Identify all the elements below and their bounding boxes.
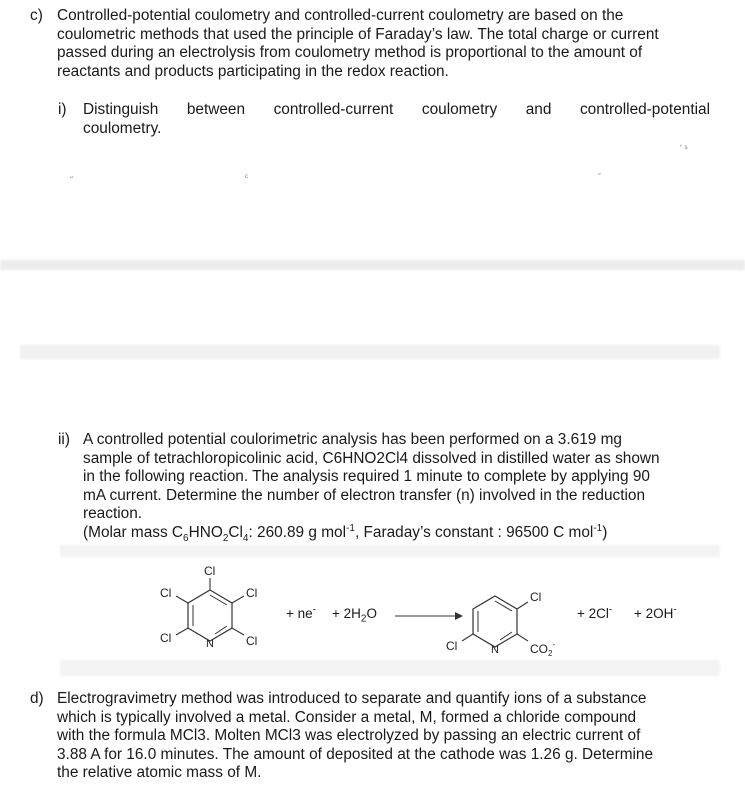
exponent: -1 (346, 522, 355, 534)
close-paren: ) (602, 523, 608, 541)
electron-term (286, 606, 316, 621)
atom-label: Cl (160, 586, 172, 600)
pyridine-ring (188, 590, 232, 641)
scan-speck: ᵕ (70, 172, 74, 182)
scan-speck: ‘ ˢ (680, 143, 688, 153)
atom-label: Cl (204, 564, 216, 578)
scan-speck: ˇ (598, 172, 601, 182)
atom-label: Cl (160, 631, 172, 645)
bond (232, 596, 244, 603)
question-c-i-label: i) (58, 101, 67, 118)
atom-label: N (491, 644, 499, 656)
scan-speck: ᶜ (245, 172, 249, 182)
water-oxygen: O (366, 606, 377, 621)
molar-mass-value: : 260.89 g mol (248, 523, 347, 541)
formula-part: Cl (228, 523, 243, 541)
atom-label: N (206, 638, 214, 650)
double-bond (495, 601, 512, 611)
bond (176, 628, 188, 635)
question-d-line: which is typically involved a metal. Consider a metal, M, formed a chloride compound (57, 708, 637, 726)
question-c-ii-line: reaction. (83, 505, 143, 523)
question-c-i-body (83, 101, 710, 138)
word: and (525, 101, 552, 118)
double-bond (210, 595, 227, 605)
question-c-ii-line: A controlled potential coulorimetric analysis has been performed on a 3.619 mg (83, 431, 622, 448)
question-c-line: Controlled-potential coulometry and controlled-current coulometry are based on the (57, 7, 624, 24)
water-sub: 2 (360, 613, 367, 625)
question-c-body (57, 7, 720, 81)
question-d-line: Electrogravimetry method was introduced to separate and quantify ions of a substance (57, 690, 647, 707)
question-c-ii-line: sample of tetrachloropicolinic acid, C6HNO2Cl4 dissolved in distilled water as shown (83, 449, 660, 467)
formula-sub: 6 (183, 533, 189, 545)
hydroxide-text: + 2OH (634, 606, 674, 621)
molar-mass-prefix: (Molar mass C (83, 523, 184, 541)
question-c-ii (58, 431, 718, 543)
reactant-structure (140, 562, 280, 662)
word: controlled-current (273, 101, 394, 118)
question-c-ii-label: ii) (58, 431, 70, 448)
scan-artifact (20, 345, 720, 359)
electron-charge: - (312, 604, 316, 616)
question-c-line: reactants and products participating in the redox reaction. (57, 62, 449, 80)
question-c-i-line2: coulometry. (83, 119, 162, 137)
atom-label: Cl (246, 634, 258, 648)
chloride-charge: - (608, 604, 613, 616)
question-c-line: coulometric methods that used the principle of Faraday’s law. The total charge or current (57, 25, 659, 43)
question-c-line: passed during an electrolysis from coulometry method is proportional to the amount of (57, 44, 643, 62)
reaction-scheme (0, 560, 745, 680)
formula-part: HNO (188, 523, 223, 541)
word: Distinguish (83, 101, 159, 118)
molar-mass-line (83, 524, 718, 543)
question-d (30, 690, 720, 783)
question-d-line: with the formula MCl3. Molten MCl3 was electrolyzed by passing an electric current of (57, 727, 641, 745)
question-c-i-line1 (83, 101, 710, 120)
scan-artifact (60, 545, 720, 557)
atom-label: Cl (246, 586, 258, 600)
bond (176, 596, 188, 603)
atom-label: Cl (530, 590, 542, 604)
question-d-line: the relative atomic mass of M. (57, 764, 262, 782)
water-text: + 2H (332, 606, 361, 621)
chloride-text: + 2Cl (577, 606, 609, 621)
carboxylate-label: $CO_2^-$ (530, 640, 556, 658)
double-bond (500, 632, 512, 640)
exponent: -1 (593, 522, 603, 534)
hydroxide-charge: - (673, 604, 677, 616)
double-bond (215, 626, 227, 634)
scan-artifact (0, 260, 745, 270)
hydroxide-term (634, 606, 677, 621)
formula-sub: 4 (242, 533, 249, 545)
faraday-constant: , Faraday’s constant : 96500 C mol (354, 523, 594, 541)
chloride-term (577, 606, 612, 621)
atom-label: Cl (446, 639, 458, 653)
word: coulometry (421, 101, 498, 118)
question-c-i (58, 101, 710, 138)
question-c (30, 7, 720, 81)
bond (517, 634, 528, 641)
question-c-ii-body (83, 431, 718, 543)
question-c-ii-line: in the following reaction. The analysis required 1 minute to complete by applying 90 (83, 468, 650, 486)
pyridine-ring (473, 596, 517, 647)
formula-sub: 2 (222, 533, 229, 545)
bond (462, 634, 473, 641)
bond (517, 602, 528, 609)
bond (232, 628, 244, 635)
question-d-body (57, 690, 720, 783)
word: controlled-potential (579, 101, 710, 118)
electron-text: + ne (286, 606, 313, 621)
product-structure (420, 574, 570, 674)
question-d-line: 3.88 A for 16.0 minutes. The amount of deposited at the cathode was 1.26 g. Determine (57, 745, 654, 763)
question-d-label: d) (30, 690, 44, 707)
question-c-label: c) (30, 7, 43, 24)
water-term (332, 606, 377, 625)
word: between (186, 101, 246, 118)
question-c-ii-line: mA current. Determine the number of electron transfer (n) involved in the reduction (83, 486, 646, 504)
